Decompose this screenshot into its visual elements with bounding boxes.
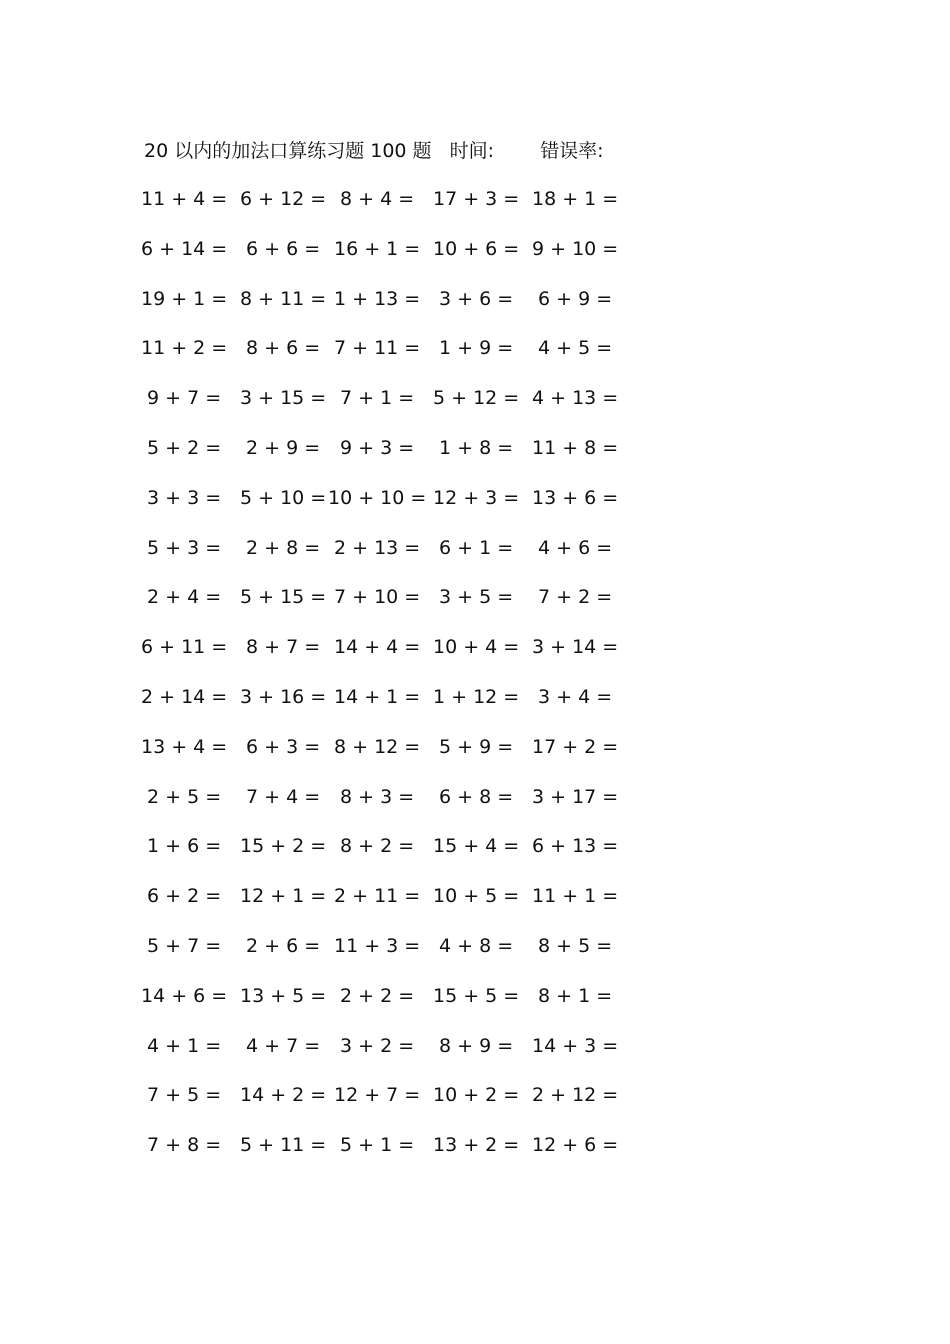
problem-item: 7 + 5 =	[147, 1084, 222, 1107]
worksheet-title: 20 以内的加法口算练习题 100 题	[144, 140, 432, 162]
problem-item: 12 + 6 =	[532, 1134, 619, 1157]
problem-item: 6 + 11 =	[141, 636, 228, 659]
problem-row	[0, 1082, 950, 1132]
problem-item: 3 + 6 =	[439, 287, 514, 310]
problem-item: 7 + 10 =	[334, 586, 421, 609]
problem-item: 6 + 13 =	[532, 835, 619, 858]
problem-item: 8 + 4 =	[340, 188, 415, 210]
problem-row	[0, 286, 950, 336]
problem-item: 6 + 14 =	[141, 237, 228, 260]
problem-item: 6 + 12 =	[240, 188, 327, 210]
problem-item: 2 + 8 =	[246, 536, 321, 559]
problem-item: 10 + 5 =	[433, 885, 520, 908]
problem-row	[0, 734, 950, 784]
problem-item: 5 + 2 =	[147, 436, 222, 459]
problem-item: 1 + 6 =	[147, 835, 222, 858]
problem-row	[0, 1132, 950, 1182]
problem-item: 5 + 3 =	[147, 536, 222, 559]
problem-item: 7 + 11 =	[334, 337, 421, 360]
problem-item: 6 + 3 =	[246, 735, 321, 758]
problem-item: 5 + 15 =	[240, 586, 327, 609]
problem-row	[0, 236, 950, 286]
problem-item: 1 + 8 =	[439, 436, 514, 459]
problem-item: 4 + 5 =	[538, 337, 613, 360]
problem-item: 5 + 10 =	[240, 486, 327, 509]
problem-item: 2 + 5 =	[147, 785, 222, 808]
problem-item: 16 + 1 =	[334, 237, 421, 260]
problem-item: 12 + 1 =	[240, 885, 327, 908]
problem-item: 14 + 4 =	[334, 636, 421, 659]
problem-item: 7 + 4 =	[246, 785, 321, 808]
problem-item: 2 + 13 =	[334, 536, 421, 559]
problem-item: 17 + 2 =	[532, 735, 619, 758]
problem-item: 8 + 2 =	[340, 835, 415, 858]
problem-item: 3 + 3 =	[147, 486, 222, 509]
problem-item: 9 + 7 =	[147, 387, 222, 410]
worksheet-header	[144, 138, 603, 164]
problem-item: 13 + 4 =	[141, 735, 228, 758]
problem-item: 3 + 5 =	[439, 586, 514, 609]
problem-item: 11 + 3 =	[334, 934, 421, 957]
problem-row	[0, 385, 950, 435]
problem-row	[0, 983, 950, 1033]
problem-item: 10 + 2 =	[433, 1084, 520, 1107]
problem-item: 9 + 10 =	[532, 237, 619, 260]
problem-item: 13 + 6 =	[532, 486, 619, 509]
problem-item: 17 + 3 =	[433, 188, 520, 210]
problem-item: 1 + 12 =	[433, 685, 520, 708]
problem-item: 8 + 1 =	[538, 984, 613, 1007]
problem-item: 2 + 14 =	[141, 685, 228, 708]
problem-item: 5 + 7 =	[147, 934, 222, 957]
problem-item: 10 + 4 =	[433, 636, 520, 659]
problem-item: 15 + 2 =	[240, 835, 327, 858]
problem-row	[0, 485, 950, 535]
problem-item: 6 + 1 =	[439, 536, 514, 559]
problem-item: 14 + 6 =	[141, 984, 228, 1007]
problem-row	[0, 933, 950, 983]
problem-row	[0, 435, 950, 485]
problem-item: 2 + 12 =	[532, 1084, 619, 1107]
problem-item: 14 + 2 =	[240, 1084, 327, 1107]
problem-item: 2 + 11 =	[334, 885, 421, 908]
problem-item: 7 + 2 =	[538, 586, 613, 609]
problem-grid	[0, 186, 950, 1182]
problem-item: 7 + 1 =	[340, 387, 415, 410]
problem-item: 15 + 4 =	[433, 835, 520, 858]
problem-item: 6 + 9 =	[538, 287, 613, 310]
error-rate-label: 错误率:	[540, 140, 604, 162]
problem-item: 3 + 2 =	[340, 1034, 415, 1057]
problem-item: 6 + 8 =	[439, 785, 514, 808]
problem-row	[0, 684, 950, 734]
problem-row	[0, 535, 950, 585]
problem-item: 10 + 10 =	[328, 486, 427, 509]
problem-item: 8 + 12 =	[334, 735, 421, 758]
problem-row	[0, 186, 950, 236]
problem-item: 12 + 7 =	[334, 1084, 421, 1107]
problem-item: 6 + 2 =	[147, 885, 222, 908]
problem-item: 5 + 9 =	[439, 735, 514, 758]
problem-item: 3 + 15 =	[240, 387, 327, 410]
problem-item: 8 + 3 =	[340, 785, 415, 808]
problem-item: 3 + 16 =	[240, 685, 327, 708]
problem-item: 18 + 1 =	[532, 188, 619, 210]
problem-item: 19 + 1 =	[141, 287, 228, 310]
problem-row	[0, 784, 950, 834]
problem-item: 4 + 7 =	[246, 1034, 321, 1057]
problem-item: 4 + 8 =	[439, 934, 514, 957]
problem-item: 8 + 7 =	[246, 636, 321, 659]
problem-row	[0, 883, 950, 933]
problem-item: 3 + 14 =	[532, 636, 619, 659]
problem-item: 11 + 8 =	[532, 436, 619, 459]
problem-item: 8 + 6 =	[246, 337, 321, 360]
problem-item: 13 + 2 =	[433, 1134, 520, 1157]
problem-item: 11 + 4 =	[141, 188, 228, 210]
problem-item: 11 + 1 =	[532, 885, 619, 908]
problem-item: 7 + 8 =	[147, 1134, 222, 1157]
problem-item: 9 + 3 =	[340, 436, 415, 459]
problem-row	[0, 833, 950, 883]
problem-item: 13 + 5 =	[240, 984, 327, 1007]
problem-row	[0, 1033, 950, 1083]
problem-item: 4 + 13 =	[532, 387, 619, 410]
problem-item: 4 + 6 =	[538, 536, 613, 559]
problem-item: 3 + 17 =	[532, 785, 619, 808]
time-label: 时间:	[449, 140, 495, 162]
problem-item: 11 + 2 =	[141, 337, 228, 360]
problem-item: 2 + 4 =	[147, 586, 222, 609]
problem-row	[0, 634, 950, 684]
problem-item: 2 + 9 =	[246, 436, 321, 459]
problem-item: 5 + 1 =	[340, 1134, 415, 1157]
problem-item: 6 + 6 =	[246, 237, 321, 260]
problem-item: 2 + 2 =	[340, 984, 415, 1007]
problem-item: 4 + 1 =	[147, 1034, 222, 1057]
problem-item: 8 + 9 =	[439, 1034, 514, 1057]
problem-row	[0, 584, 950, 634]
problem-item: 2 + 6 =	[246, 934, 321, 957]
problem-item: 5 + 11 =	[240, 1134, 327, 1157]
problem-item: 12 + 3 =	[433, 486, 520, 509]
problem-item: 1 + 13 =	[334, 287, 421, 310]
problem-item: 14 + 3 =	[532, 1034, 619, 1057]
problem-item: 3 + 4 =	[538, 685, 613, 708]
problem-row	[0, 335, 950, 385]
problem-item: 15 + 5 =	[433, 984, 520, 1007]
problem-item: 10 + 6 =	[433, 237, 520, 260]
problem-item: 8 + 5 =	[538, 934, 613, 957]
problem-item: 14 + 1 =	[334, 685, 421, 708]
problem-item: 8 + 11 =	[240, 287, 327, 310]
problem-item: 1 + 9 =	[439, 337, 514, 360]
problem-item: 5 + 12 =	[433, 387, 520, 410]
